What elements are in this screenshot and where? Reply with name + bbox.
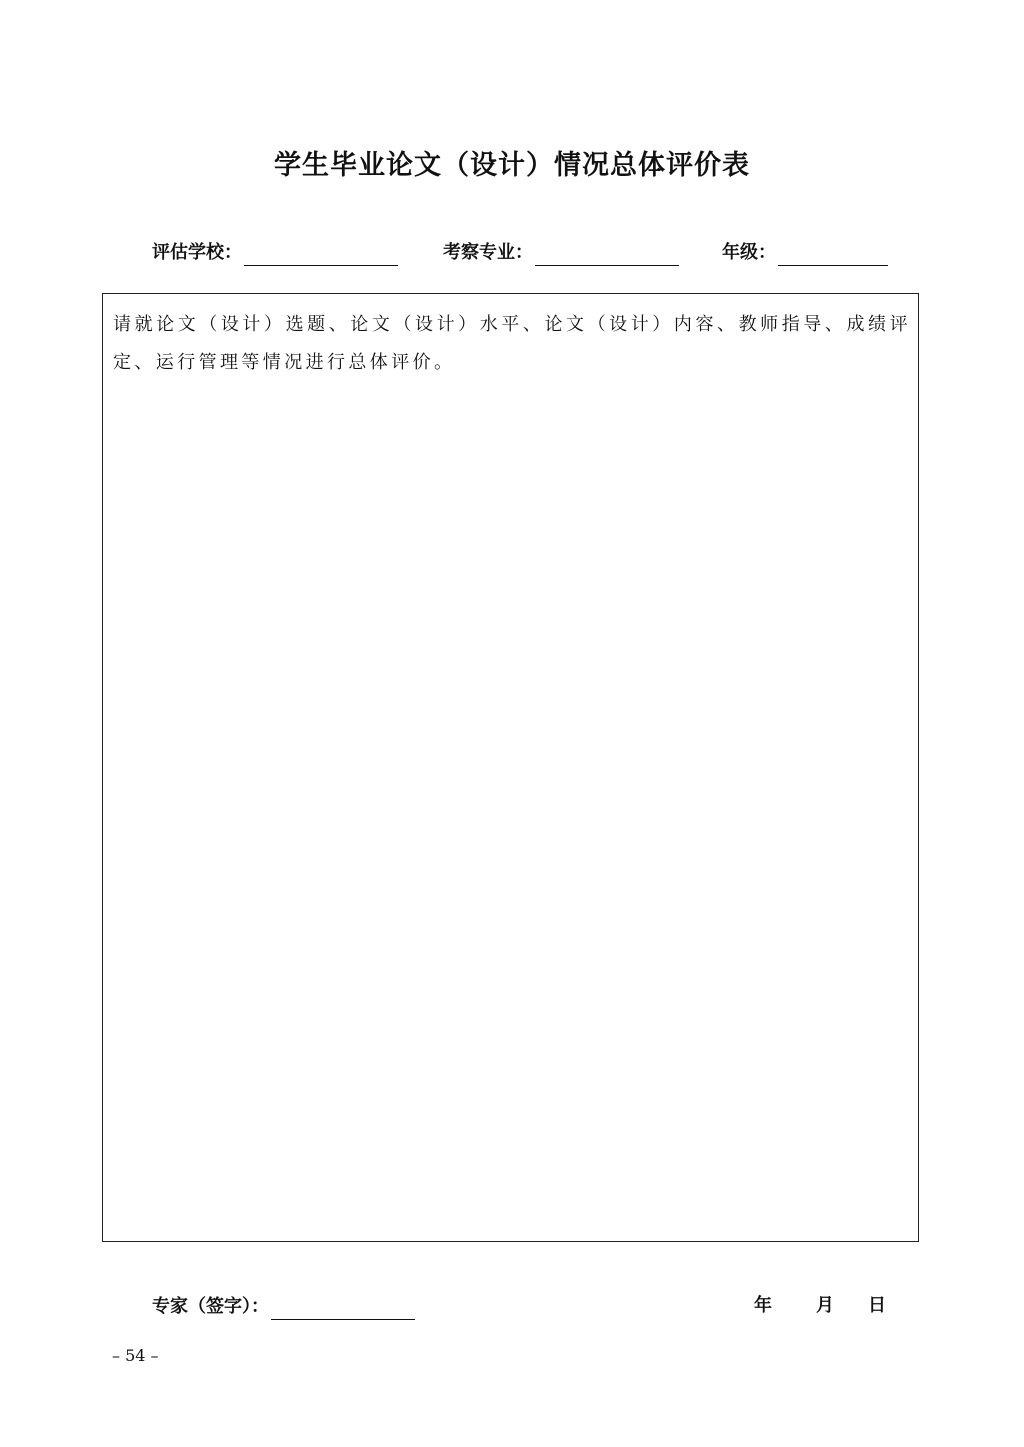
major-input-line[interactable] — [535, 241, 679, 266]
grade-label: 年级： — [722, 242, 776, 263]
header-fields — [0, 238, 1024, 268]
evaluation-instruction: 请就论文（设计）选题、论文（设计）水平、论文（设计）内容、教师指导、成绩评定、运行管理等情况进行总体评价。 — [113, 314, 911, 373]
page-title: 学生毕业论文（设计）情况总体评价表 — [274, 150, 750, 181]
page-number: – 54 – — [112, 1346, 159, 1365]
date-year-label: 年 — [754, 1295, 772, 1316]
expert-signature-label: 专家（签字）： — [152, 1296, 269, 1317]
expert-signature-line[interactable] — [271, 1295, 415, 1320]
date-day-label: 日 — [868, 1295, 886, 1316]
school-field — [152, 238, 398, 266]
major-label: 考察专业： — [443, 242, 533, 263]
date-month-label: 月 — [816, 1295, 834, 1316]
major-field — [443, 238, 679, 266]
signature-row — [0, 1292, 1024, 1324]
grade-input-line[interactable] — [778, 241, 888, 266]
evaluation-content-area[interactable] — [113, 394, 908, 1231]
evaluation-box — [102, 293, 919, 1242]
grade-field — [722, 238, 888, 266]
school-label: 评估学校： — [152, 242, 242, 263]
expert-signature-field — [152, 1292, 415, 1320]
school-input-line[interactable] — [244, 241, 398, 266]
